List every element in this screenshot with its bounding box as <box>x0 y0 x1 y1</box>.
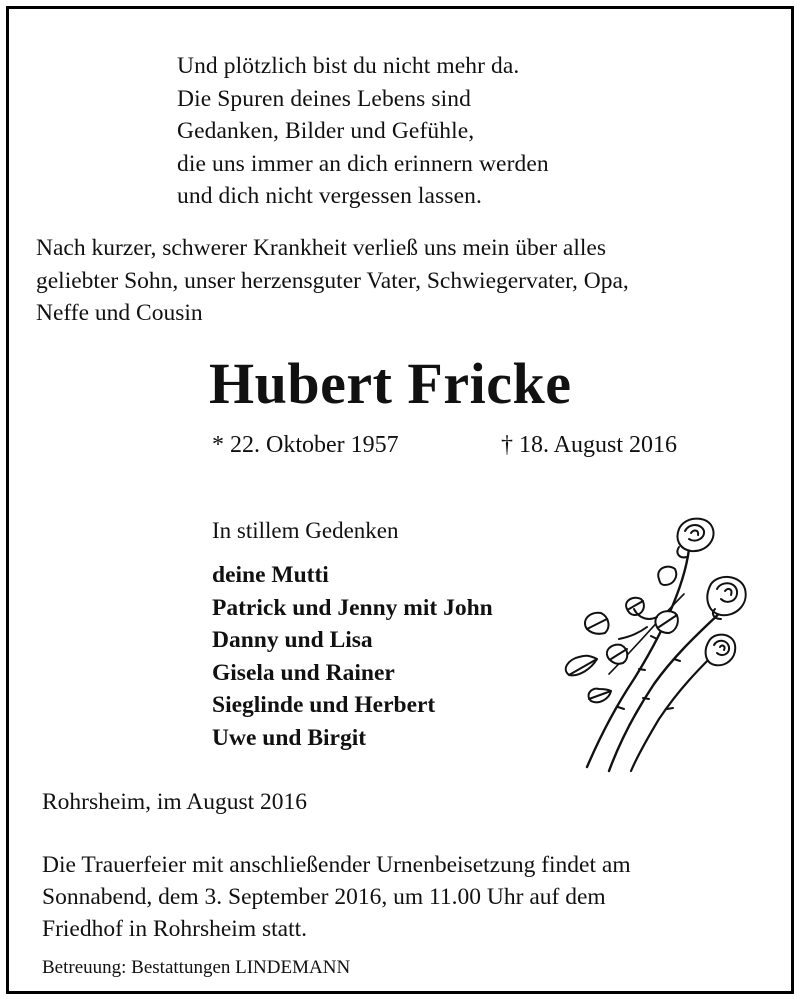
poem-line: Und plötzlich bist du nicht mehr da. <box>177 53 520 79</box>
mourner-item: Gisela und Rainer <box>212 659 395 686</box>
service-line: Friedhof in Rohrsheim statt. <box>42 916 308 942</box>
mourner-item: Danny und Lisa <box>212 627 373 654</box>
mourner-item: Sieglinde und Herbert <box>212 692 436 719</box>
memorial-heading: In stillem Gedenken <box>212 518 399 543</box>
place-date: Rohrsheim, im August 2016 <box>42 789 308 815</box>
funeral-home: Betreuung: Bestattungen LINDEMANN <box>42 957 351 978</box>
poem <box>177 50 549 213</box>
intro-text <box>36 232 776 330</box>
deceased-name: Hubert Fricke <box>209 351 572 416</box>
poem-line: Gedanken, Bilder und Gefühle, <box>177 118 475 144</box>
obituary-frame <box>6 6 794 994</box>
birth-date: * 22. Oktober 1957 <box>212 432 399 458</box>
mourner-item: Patrick und Jenny mit John <box>212 594 493 621</box>
death-date: † 18. August 2016 <box>501 432 678 458</box>
roses-icon <box>539 509 759 779</box>
service-info <box>42 849 631 945</box>
intro-line: Neffe und Cousin <box>36 300 203 326</box>
poem-line: und dich nicht vergessen lassen. <box>177 183 482 209</box>
poem-line: Die Spuren deines Lebens sind <box>177 85 471 112</box>
mourner-item: Uwe und Birgit <box>212 724 367 751</box>
intro-line: Nach kurzer, schwerer Krankheit verließ uns mein über alles <box>36 235 607 261</box>
intro-line: geliebter Sohn, unser herzensguter Vater, Schwiegervater, Opa, <box>36 267 629 294</box>
poem-line: die uns immer an dich erinnern werden <box>177 150 549 177</box>
mourners-list <box>212 559 493 755</box>
service-line: Die Trauerfeier mit anschließender Urnenbeisetzung findet am <box>42 852 631 878</box>
mourner-item: deine Mutti <box>212 562 329 588</box>
service-line: Sonnabend, dem 3. September 2016, um 11.00 Uhr auf dem <box>42 884 606 910</box>
